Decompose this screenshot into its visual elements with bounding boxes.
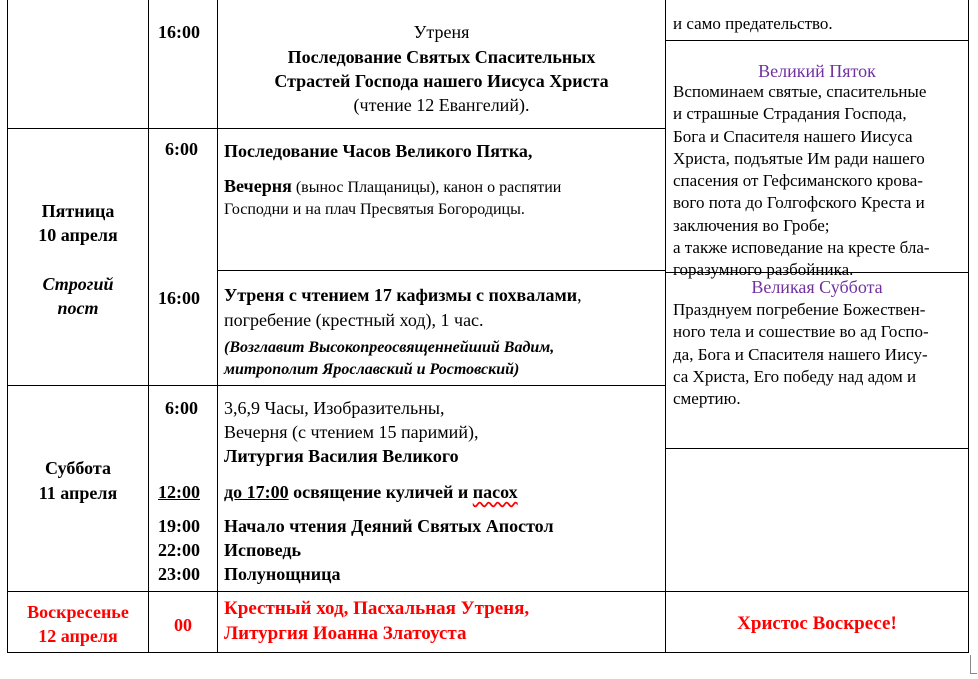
grid-line	[7, 0, 8, 653]
time-cell: 16:00	[158, 288, 200, 308]
service-text: Литургия Василия Великого	[224, 446, 459, 466]
service-name: Вечерня	[224, 176, 292, 196]
grid-line	[665, 448, 969, 449]
service-note: митрополит Ярославский и Ростовский)	[224, 361, 520, 378]
section-heading: Великий Пяток	[758, 61, 876, 81]
punctuation: ,	[577, 285, 582, 305]
service-text: погребение (крестный ход), 1 час.	[224, 310, 484, 330]
grid-line	[148, 0, 149, 653]
grid-line	[217, 270, 666, 271]
corner-mark	[970, 655, 977, 674]
service-note: (чтение 12 Евангелий).	[353, 95, 530, 115]
time-cell: 12:00	[158, 482, 200, 502]
time-cell: 19:00	[158, 516, 200, 536]
day-name: Суббота	[45, 458, 111, 478]
service-detail: (вынос Плащаницы), канон о распятии	[291, 179, 562, 196]
time-cell: 6:00	[165, 139, 198, 159]
service-text	[224, 283, 582, 307]
greeting: Христос Воскресе!	[737, 613, 897, 634]
day-date: 11 апреля	[38, 483, 118, 503]
service-time-limit: до 17:00	[224, 482, 289, 502]
section-heading: Великая Суббота	[751, 277, 883, 297]
description-text: и само предательство.	[673, 14, 833, 33]
description-line: смертию.	[673, 389, 741, 409]
grid-line	[7, 652, 969, 653]
service-text: Начало чтения Деяний Святых Апостол	[224, 516, 554, 536]
description-line: Празднуем погребение Божествен-	[673, 300, 926, 319]
time-cell: 00	[174, 615, 192, 635]
description-block	[673, 81, 965, 282]
grid-line	[7, 591, 969, 592]
time-cell: 6:00	[165, 398, 198, 418]
day-date: 10 апреля	[38, 225, 118, 245]
service-text: Господни и на плач Пресвятыя Богородицы.	[224, 201, 525, 218]
description-line: Бога и Спасителя нашего Иисуса	[673, 126, 913, 146]
service-text: Литургия Иоанна Златоуста	[224, 623, 467, 644]
description-line: Христа, подъятые Им ради нашего	[673, 148, 925, 168]
service-text: Вечерня (с чтением 15 паримий),	[224, 422, 479, 442]
description-line: вого пота до Голгофского Креста и	[673, 193, 925, 213]
grid-line	[968, 0, 969, 653]
service-text	[224, 174, 561, 200]
service-text: Последование Часов Великого Пятка,	[224, 141, 533, 161]
description-line: спасения от Гефсиманского крова-	[673, 171, 923, 191]
service-text	[224, 480, 518, 504]
grid-line	[7, 385, 666, 386]
fast-label: Строгий	[42, 274, 114, 294]
description-line: да, Бога и Спасителя нашего Иису-	[673, 344, 928, 364]
description-line: са Христа, Его победу над адом и	[673, 366, 917, 386]
service-text: Полунощница	[224, 564, 341, 584]
time-cell: 16:00	[158, 22, 200, 42]
fast-label: пост	[57, 298, 99, 318]
service-note: (Возглавит Высокопреосвященнейший Вадим,	[224, 339, 555, 356]
service-detail: пасох	[472, 482, 518, 502]
grid-line	[665, 40, 969, 41]
description-line: горазумного разбойника.	[673, 260, 854, 280]
service-text: Крестный ход, Пасхальная Утреня,	[224, 598, 530, 619]
description-line: Вспоминаем святые, спасительные	[673, 82, 927, 101]
service-type: Утреня	[413, 22, 470, 42]
grid-line	[7, 128, 666, 129]
description-block	[673, 299, 965, 410]
description-line: и страшные Страдания Господа,	[673, 104, 907, 124]
day-date: 12 апреля	[38, 626, 118, 646]
time-cell: 22:00	[158, 540, 200, 560]
description-line: ного тела и сошествие во ад Госпо-	[673, 322, 929, 342]
service-text: Исповедь	[224, 540, 302, 560]
day-name: Воскресенье	[27, 602, 129, 622]
service-name: Утреня с чтением 17 кафизмы с похвалами	[224, 285, 578, 305]
description-line: а также исповедание на кресте бла-	[673, 238, 930, 258]
day-name: Пятница	[41, 201, 115, 221]
grid-line	[665, 0, 666, 653]
service-text: 3,6,9 Часы, Изобразительны,	[224, 398, 445, 418]
service-detail: освящение куличей и	[288, 482, 473, 502]
time-cell: 23:00	[158, 564, 200, 584]
service-title: Страстей Господа нашего Иисуса Христа	[274, 71, 609, 91]
service-title: Последование Святых Спасительных	[287, 47, 596, 67]
description-line: заключения во Гробе;	[673, 215, 830, 235]
